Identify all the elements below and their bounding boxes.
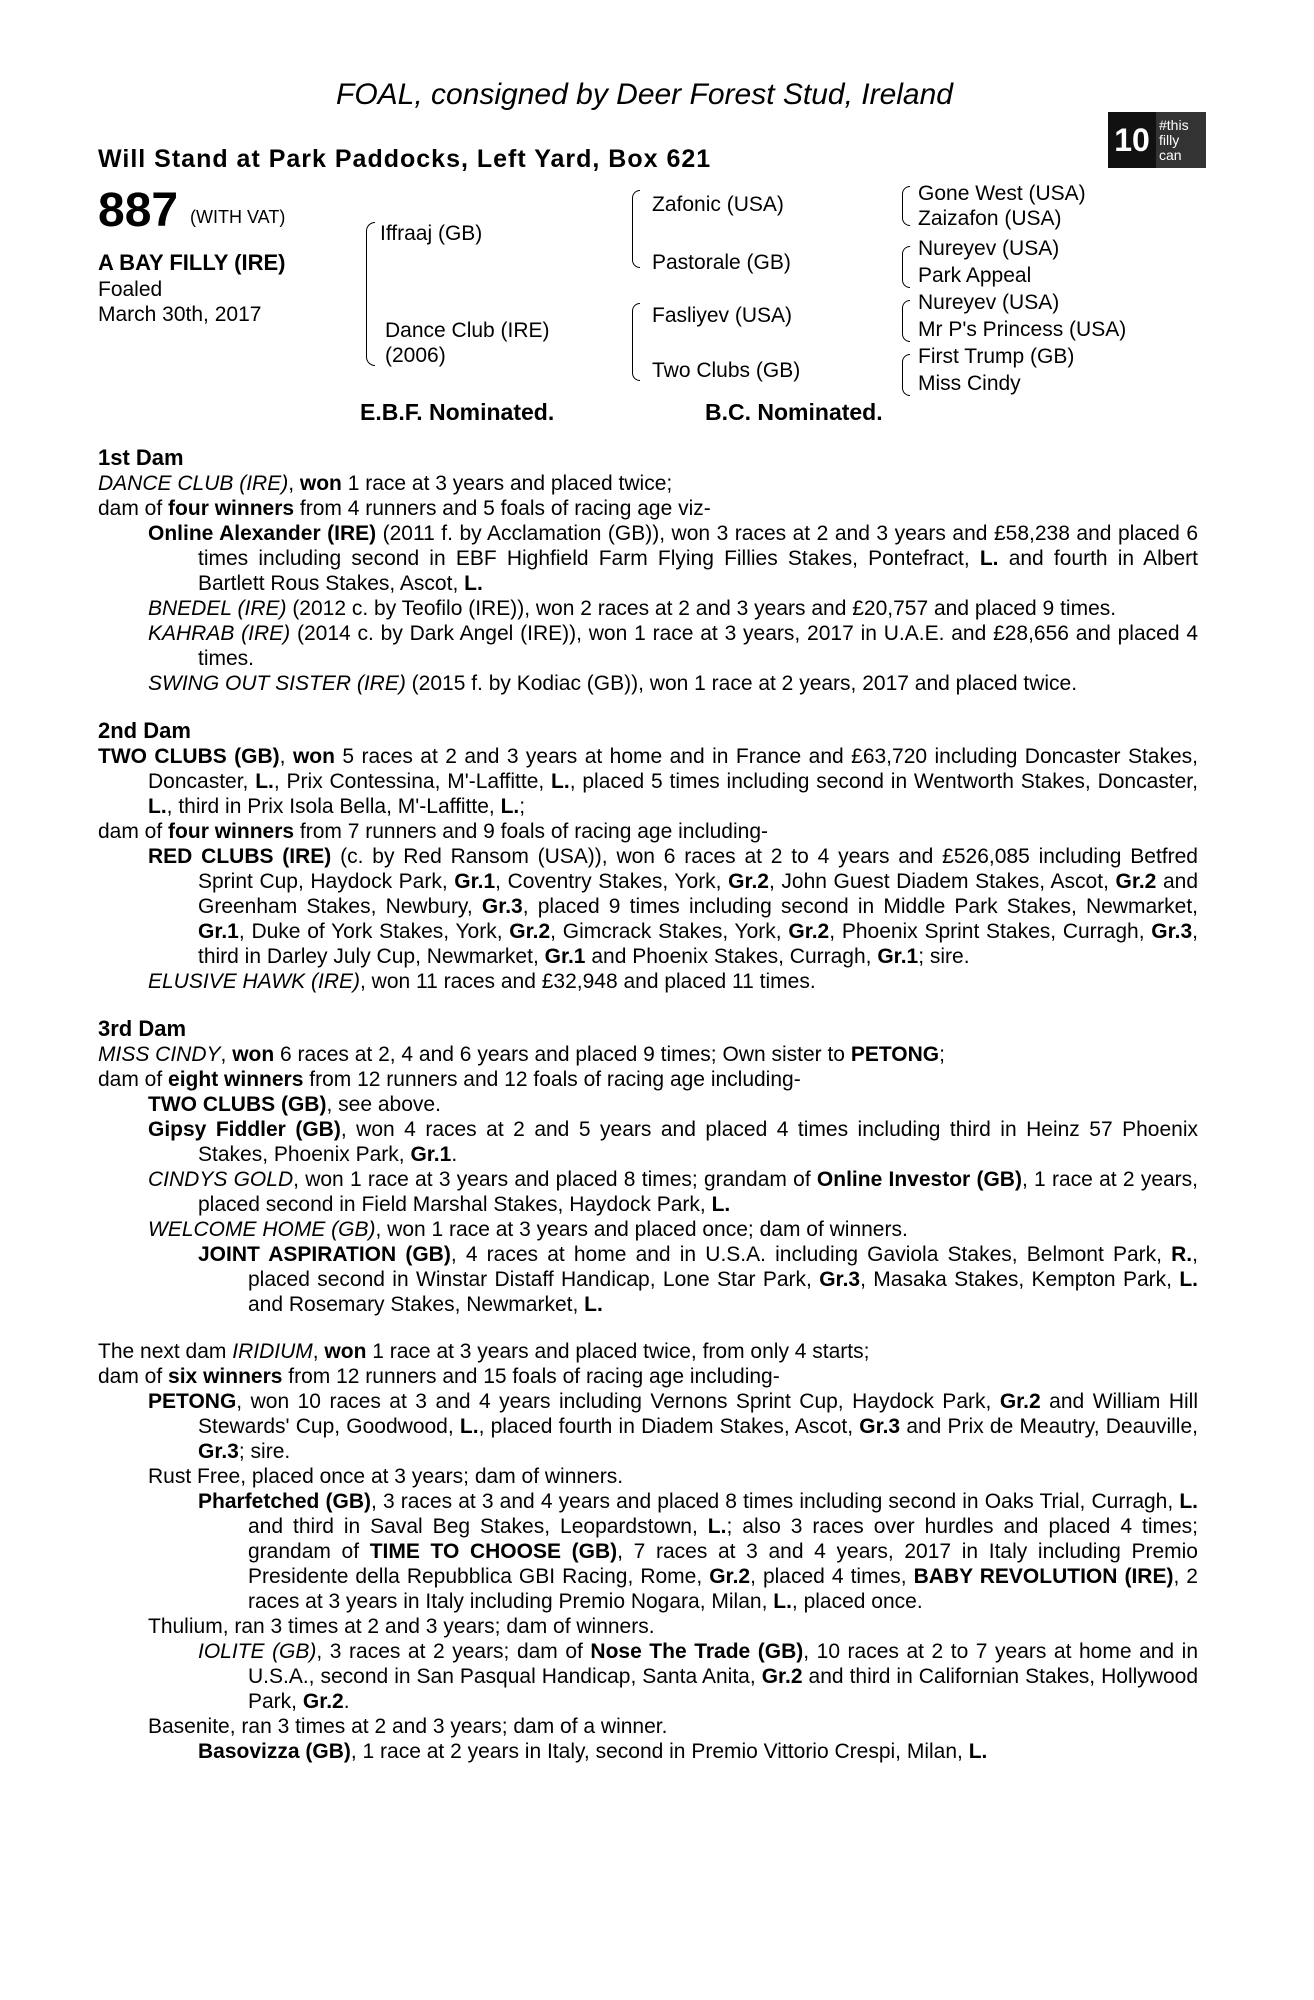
catalogue-body	[98, 445, 1198, 1764]
produce-summary: dam of six winners from 12 runners and 15 foals of racing age including-	[98, 1365, 780, 1388]
logo-tag	[1156, 112, 1206, 168]
dam-summary: DANCE CLUB (IRE), won 1 race at 3 years and placed twice;	[98, 472, 673, 495]
great-grand-parent: Gone West (USA)	[918, 182, 1086, 205]
produce-entry: PETONG, won 10 races at 3 and 4 years including Vernons Sprint Cup, Haydock Park, Gr.2 and William Hill Stewards' Cup, Goodwood, L., placed fourth in Diadem Stakes, Ascot, Gr.3 and Prix de Meautry, Deauville, Gr.3; sire.	[148, 1390, 1199, 1463]
section-heading: 3rd Dam	[98, 1016, 187, 1041]
produce-entry: BNEDEL (IRE) (2012 c. by Teofilo (IRE)), won 2 races at 2 and 3 years and £20,757 and placed 9 times.	[148, 597, 1117, 620]
bc-nominated: B.C. Nominated.	[705, 399, 883, 425]
produce-entry: Rust Free, placed once at 3 years; dam of winners.	[148, 1465, 624, 1488]
produce-entry: Pharfetched (GB), 3 races at 3 and 4 years and placed 8 times including second in Oaks Trial, Curragh, L. and third in Saval Beg Stakes, Leopardstown, L.; also 3 races over hurdles and placed 4 times; grandam of TIME TO CHOOSE (GB), 7 races at 3 and 4 years, 2017 in Italy including Premio Presidente della Repubblica GBI Racing, Rome, Gr.2, placed 4 times, BABY REVOLUTION (IRE), 2 races at 3 years in Italy including Premio Nogara, Milan, L., placed once.	[198, 1490, 1198, 1613]
produce-entry: IOLITE (GB), 3 races at 2 years; dam of Nose The Trade (GB), 10 races at 2 to 7 years at home and in U.S.A., second in San Pasqual Handicap, Santa Anita, Gr.2 and third in Californian Stakes, Hollywood Park, Gr.2.	[198, 1640, 1199, 1713]
produce-entry: Online Alexander (IRE) (2011 f. by Acclamation (GB)), won 3 races at 2 and 3 years and £58,238 and placed 6 times including second in EBF Highfield Farm Flying Fillies Stakes, Pontefract, L. and fourth in Albert Bartlett Rous Stakes, Ascot, L.	[148, 522, 1199, 595]
great-grand-parent: Nureyev (USA)	[918, 237, 1060, 260]
great-grand-parent: Mr P's Princess (USA)	[918, 318, 1127, 341]
produce-entry: CINDYS GOLD, won 1 race at 3 years and placed 8 times; grandam of Online Investor (GB), 1 race at 2 years, placed second in Field Marshal Stakes, Haydock Park, L.	[148, 1168, 1199, 1216]
produce-entry: ELUSIVE HAWK (IRE), won 11 races and £32,948 and placed 11 times.	[148, 970, 816, 993]
this-filly-can-logo	[1108, 112, 1206, 168]
dam-summary: The next dam IRIDIUM, won 1 race at 3 years and placed twice, from only 4 starts;	[98, 1340, 870, 1363]
great-grand-parent: Nureyev (USA)	[918, 291, 1060, 314]
produce-entry: Basovizza (GB), 1 race at 2 years in Italy, second in Premio Vittorio Crespi, Milan, L.	[198, 1740, 988, 1763]
grand-dam: Two Clubs (GB)	[652, 359, 801, 382]
ebf-nominated: E.B.F. Nominated.	[360, 399, 555, 425]
pedigree-brace	[902, 300, 910, 342]
vat-note: (WITH VAT)	[190, 207, 286, 227]
dam-year: (2006)	[385, 344, 446, 367]
lot-number: 887	[98, 184, 179, 237]
great-grand-parent: Zaizafon (USA)	[918, 207, 1062, 230]
dam-summary: TWO CLUBS (GB), won 5 races at 2 and 3 years at home and in France and £63,720 including Doncaster Stakes, Doncaster, L., Prix Contessina, M'-Laffitte, L., placed 5 times including second in Wentworth Stakes, Doncaster, L., third in Prix Isola Bella, M'-Laffitte, L.;	[98, 745, 1198, 818]
pedigree-brace	[902, 246, 910, 288]
dam-summary: MISS CINDY, won 6 races at 2, 4 and 6 years and placed 9 times; Own sister to PETONG;	[98, 1043, 945, 1066]
lot-title: A BAY FILLY (IRE)	[98, 250, 286, 275]
grand-sire: Zafonic (USA)	[652, 193, 784, 216]
produce-entry: TWO CLUBS (GB), see above.	[148, 1093, 441, 1116]
pedigree-brace	[632, 303, 640, 381]
produce-summary: dam of four winners from 7 runners and 9 foals of racing age including-	[98, 820, 768, 843]
logo-tag-line: filly	[1159, 131, 1180, 148]
pedigree-brace	[632, 190, 640, 268]
logo-number: 10	[1108, 112, 1156, 168]
dam: Dance Club (IRE)	[385, 319, 550, 342]
stand-location: Will Stand at Park Paddocks, Left Yard, Box 621	[98, 145, 712, 173]
pedigree-brace	[902, 186, 910, 226]
pedigree-brace	[902, 354, 910, 396]
produce-entry: SWING OUT SISTER (IRE) (2015 f. by Kodiac (GB)), won 1 race at 2 years, 2017 and placed twice.	[148, 672, 1078, 695]
produce-entry: Gipsy Fiddler (GB), won 4 races at 2 and 5 years and placed 4 times including third in Heinz 57 Phoenix Stakes, Phoenix Park, Gr.1.	[148, 1118, 1199, 1166]
produce-summary: dam of eight winners from 12 runners and 12 foals of racing age including-	[98, 1068, 801, 1091]
produce-entry: Thulium, ran 3 times at 2 and 3 years; dam of winners.	[148, 1615, 655, 1638]
produce-entry: RED CLUBS (IRE) (c. by Red Ransom (USA)), won 6 races at 2 to 4 years and £526,085 including Betfred Sprint Cup, Haydock Park, Gr.1, Coventry Stakes, York, Gr.2, John Guest Diadem Stakes, Ascot, Gr.2 and Greenham Stakes, Newbury, Gr.3, placed 9 times including second in Middle Park Stakes, Newmarket, Gr.1, Duke of York Stakes, York, Gr.2, Gimcrack Stakes, York, Gr.2, Phoenix Sprint Stakes, Curragh, Gr.3, third in Darley July Cup, Newmarket, Gr.1 and Phoenix Stakes, Curragh, Gr.1; sire.	[148, 845, 1198, 968]
section-heading: 1st Dam	[98, 445, 184, 470]
sire: Iffraaj (GB)	[380, 222, 483, 245]
great-grand-parent: Miss Cindy	[918, 372, 1021, 395]
great-grand-parent: Park Appeal	[918, 264, 1032, 287]
produce-entry: KAHRAB (IRE) (2014 c. by Dark Angel (IRE)), won 1 race at 3 years, 2017 in U.A.E. and £28,656 and placed 4 times.	[148, 622, 1198, 670]
foaled-date: March 30th, 2017	[98, 303, 262, 326]
produce-summary: dam of four winners from 4 runners and 5 foals of racing age viz-	[98, 497, 711, 520]
logo-tag-line: can	[1159, 146, 1182, 163]
produce-entry: JOINT ASPIRATION (GB), 4 races at home and in U.S.A. including Gaviola Stakes, Belmont Park, R., placed second in Winstar Distaff Handicap, Lone Star Park, Gr.3, Masaka Stakes, Kempton Park, L. and Rosemary Stakes, Newmarket, L.	[198, 1243, 1198, 1316]
pedigree-brace	[366, 222, 375, 366]
logo-tag-line: #this	[1159, 116, 1189, 133]
section-heading: 2nd Dam	[98, 718, 191, 743]
grand-sire: Fasliyev (USA)	[652, 304, 793, 327]
produce-entry: Basenite, ran 3 times at 2 and 3 years; dam of a winner.	[148, 1715, 668, 1738]
grand-dam: Pastorale (GB)	[652, 251, 791, 274]
great-grand-parent: First Trump (GB)	[918, 345, 1075, 368]
produce-entry: WELCOME HOME (GB), won 1 race at 3 years and placed once; dam of winners.	[148, 1218, 908, 1241]
consignor-header: FOAL, consigned by Deer Forest Stud, Ireland	[336, 78, 953, 111]
foaled-label: Foaled	[98, 278, 163, 301]
